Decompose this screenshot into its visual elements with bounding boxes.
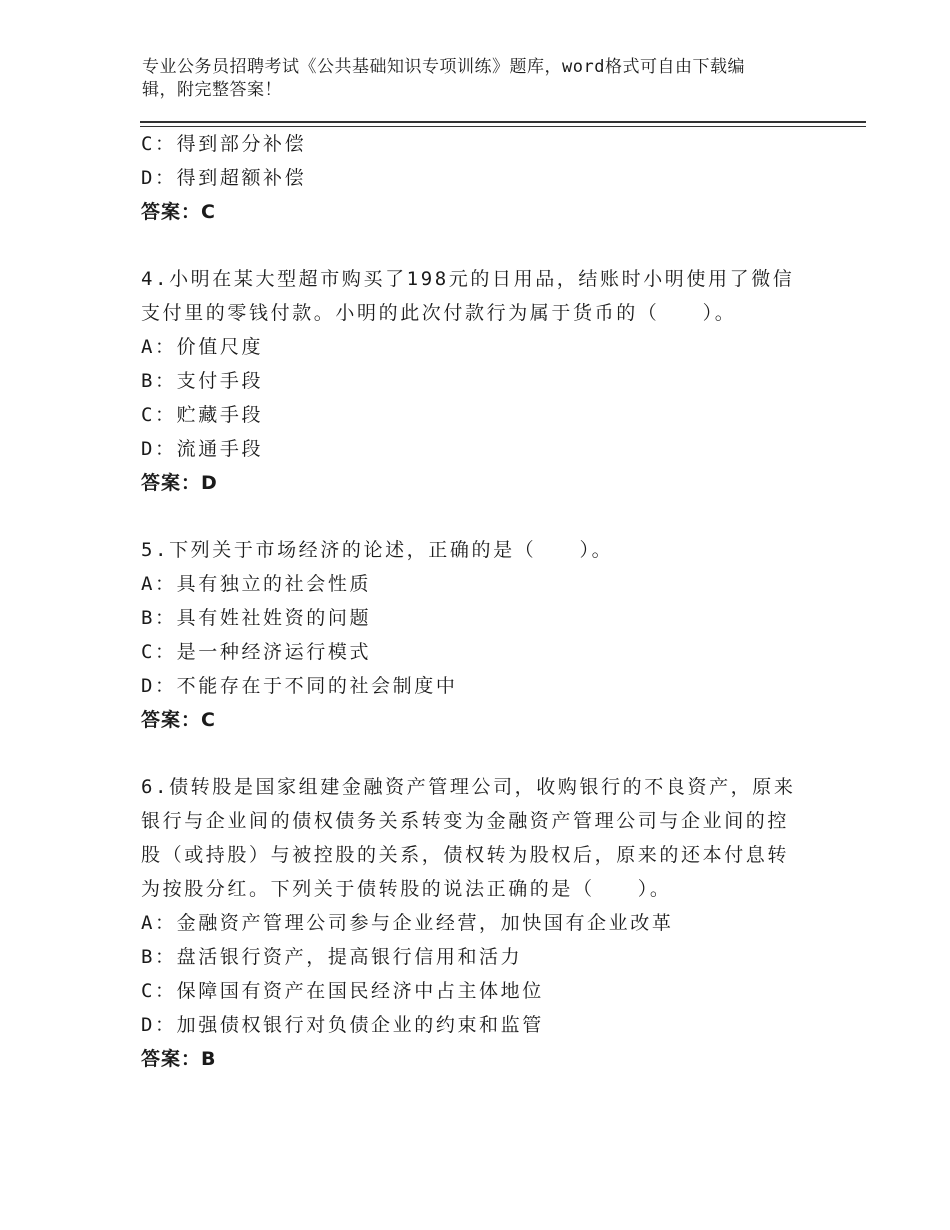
spacer (141, 737, 801, 770)
option-d: D：加强债权银行对负债企业的约束和监管 (141, 1014, 544, 1036)
header-line-2: 辑，附完整答案！ (142, 80, 282, 100)
question-stem (141, 533, 801, 567)
option-c: C：得到部分补偿 (141, 133, 307, 155)
question-stem-line: 6.债转股是国家组建金融资产管理公司，收购银行的不良资产，原来 (141, 776, 796, 798)
option-d: D：流通手段 (141, 438, 264, 460)
question-4 (141, 262, 801, 500)
question-stem-line: 4.小明在某大型超市购买了198元的日用品，结账时小明使用了微信 (141, 268, 795, 290)
question-stem-line: 支付里的零钱付款。小明的此次付款行为属于货币的（ ）。 (141, 302, 737, 324)
option-c: C：贮藏手段 (141, 404, 264, 426)
question-list (141, 127, 801, 1076)
option-d: D：得到超额补偿 (141, 167, 307, 189)
option-b: B：盘活银行资产，提高银行信用和活力 (141, 946, 523, 968)
option-c: C：保障国有资产在国民经济中占主体地位 (141, 980, 544, 1002)
spacer (141, 229, 801, 262)
answer-line: 答案：C (141, 709, 216, 731)
question-5 (141, 533, 801, 737)
question-stem (141, 262, 801, 330)
spacer (141, 500, 801, 533)
option-a: A：金融资产管理公司参与企业经营，加快国有企业改革 (141, 912, 674, 934)
answer-line: 答案：D (141, 472, 218, 494)
header-line-1: 专业公务员招聘考试《公共基础知识专项训练》题库，word格式可自由下载编 (142, 57, 745, 77)
page-header (142, 56, 802, 102)
question-prev (141, 127, 801, 229)
option-c: C：是一种经济运行模式 (141, 641, 372, 663)
question-stem-line: 银行与企业间的债权债务关系转变为金融资产管理公司与企业间的控 (141, 810, 790, 832)
option-b: B：支付手段 (141, 370, 264, 392)
option-a: A：价值尺度 (141, 336, 264, 358)
answer-line: 答案：B (141, 1048, 217, 1070)
option-d: D：不能存在于不同的社会制度中 (141, 675, 458, 697)
header-rule-thick (140, 121, 866, 123)
question-6 (141, 770, 801, 1076)
answer-line: 答案：C (141, 201, 216, 223)
question-stem-line: 为按股分红。下列关于债转股的说法正确的是（ ）。 (141, 878, 672, 900)
question-stem-line: 5.下列关于市场经济的论述，正确的是（ ）。 (141, 539, 614, 561)
question-stem (141, 770, 801, 906)
question-stem-line: 股（或持股）与被控股的关系，债权转为股权后，原来的还本付息转 (141, 844, 790, 866)
option-a: A：具有独立的社会性质 (141, 573, 372, 595)
option-b: B：具有姓社姓资的问题 (141, 607, 372, 629)
